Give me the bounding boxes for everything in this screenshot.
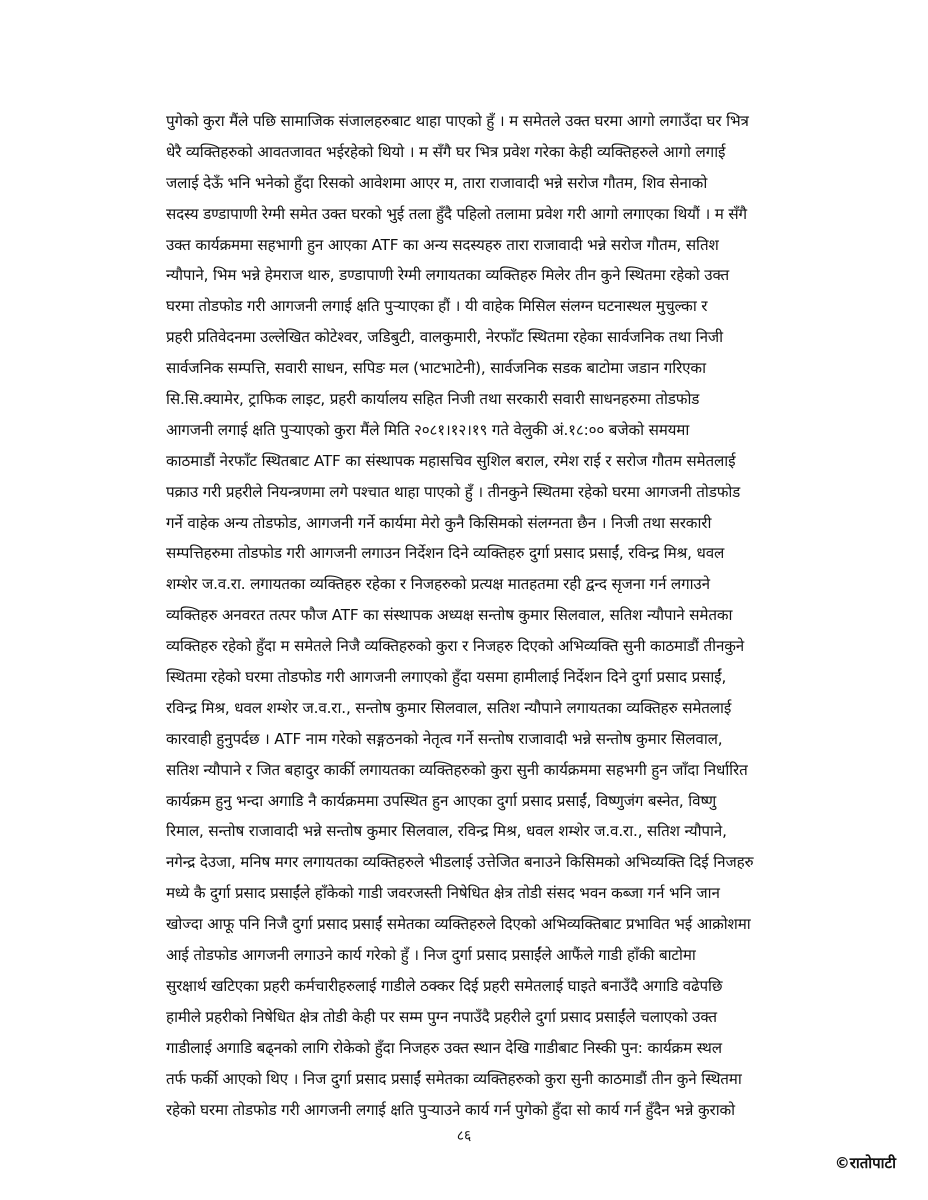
text-line: तर्फ फर्की आएको थिए । निज दुर्गा प्रसाद प्रसाईं समेतका व्यक्तिहरुको कुरा सुनी काठमाडौं तीन कुने स्थितमा <box>166 1069 742 1088</box>
text-line: सुरक्षार्थ खटिएका प्रहरी कर्मचारीहरुलाई गाडीले ठक्कर दिई प्रहरी समेतलाई घाइते बनाउँदै अगाडि वढेपछि <box>166 976 723 995</box>
text-line: कारवाही हुनुपर्दछ । ATF नाम गरेको सङ्गठनको नेतृत्व गर्ने सन्तोष राजावादी भन्ने सन्तोष कुमार सिलवाल, <box>166 729 723 748</box>
text-line: काठमाडौं नेरफाँट स्थितबाट ATF का संस्थापक महासचिव सुशिल बराल, रमेश राई र सरोज गौतम समेतलाई <box>166 451 736 470</box>
text-line: पक्राउ गरी प्रहरीले नियन्त्रणमा लगे पश्चात थाहा पाएको हुँ । तीनकुने स्थितमा रहेको घरमा आगजनी तोडफोड <box>166 482 741 501</box>
text-line: धेरै व्यक्तिहरुको आवतजावत भईरहेको थियो । म सँगै घर भित्र प्रवेश गरेका केही व्यक्तिहरुले आगो लगाई <box>166 142 726 161</box>
text-line: मध्ये कै दुर्गा प्रसाद प्रसाईंले हाँकेको गाडी जवरजस्ती निषेधित क्षेत्र तोडी संसद भवन कब्जा गर्न भनि जान <box>166 884 720 903</box>
text-line: पुगेको कुरा मैंले पछि सामाजिक संजालहरुबाट थाहा पाएको हुँ । म समेतले उक्त घरमा आगो लगाउँदा घर भित्र <box>166 112 749 130</box>
text-line: आगजनी लगाई क्षति पुऱ्याएको कुरा मैंले मिति २०८१।१२।१९ गते वेलुकी अं.१८:०० बजेको समयमा <box>166 420 690 439</box>
text-line: हामीले प्रहरीको निषेधित क्षेत्र तोडी केही पर सम्म पुग्न नपाउँदै प्रहरीले दुर्गा प्रसाद प्रसाईंले चलाएको उक्त <box>166 1007 717 1026</box>
text-line: सदस्य डण्डापाणी रेग्मी समेत उक्त घरको भुई तला हुँदै पहिलो तलामा प्रवेश गरी आगो लगाएका थियौं । म सँगै <box>166 204 747 223</box>
text-line: जलाई देऊँ भनि भनेको हुँदा रिसको आवेशमा आएर म, तारा राजावादी भन्ने सरोज गौतम, शिव सेनाको <box>166 173 708 192</box>
text-line: गर्ने वाहेक अन्य तोडफोड, आगजनी गर्ने कार्यमा मेरो कुनै किसिमको संलग्नता छैन । निजी तथा सरकारी <box>166 513 712 532</box>
text-line: शम्शेर ज.व.रा. लगायतका व्यक्तिहरु रहेका र निजहरुको प्रत्यक्ष मातहतमा रही द्वन्द सृजना गर्न लगाउने <box>166 575 710 594</box>
text-line: कार्यक्रम हुनु भन्दा अगाडि नै कार्यक्रममा उपस्थित हुन आएका दुर्गा प्रसाद प्रसाईं, विष्णुजंग बस्नेत, विष्णु <box>166 791 717 810</box>
text-line: सतिश न्यौपाने र जित बहादुर कार्की लगायतका व्यक्तिहरुको कुरा सुनी कार्यक्रममा सहभगी हुन जाँदा निर्धारित <box>166 760 748 779</box>
text-line: नगेन्द्र देउजा, मनिष मगर लगायतका व्यक्तिहरुले भीडलाई उत्तेजित बनाउने किसिमको अभिव्यक्ति दिई निजहरु <box>166 853 754 872</box>
text-line: सम्पत्तिहरुमा तोडफोड गरी आगजनी लगाउन निर्देशन दिने व्यक्तिहरु दुर्गा प्रसाद प्रसाईं, रविन्द्र मिश्र, धवल <box>166 544 725 563</box>
body-text <box>166 106 878 1125</box>
text-line: प्रहरी प्रतिवेदनमा उल्लेखित कोटेश्वर, जडिबुटी, वालकुमारी, नेरफाँट स्थितमा रहेका सार्वजनिक तथा निजी <box>166 328 723 347</box>
page-number: ८६ <box>456 1128 472 1144</box>
text-line: गाडीलाई अगाडि बढ्नको लागि रोकेको हुँदा निजहरु उक्त स्थान देखि गाडीबाट निस्की पुन: कार्यक्रम स्थल <box>166 1038 722 1057</box>
text-line: रिमाल, सन्तोष राजावादी भन्ने सन्तोष कुमार सिलवाल, रविन्द्र मिश्र, धवल शम्शेर ज.व.रा., सतिश न्यौपाने, <box>166 822 727 841</box>
text-line: आई तोडफोड आगजनी लगाउने कार्य गरेको हुँ । निज दुर्गा प्रसाद प्रसाईंले आफैंले गाडी हाँकी बाटोमा <box>166 946 696 965</box>
text-line: खोज्दा आफू पनि निजै दुर्गा प्रसाद प्रसाईं समेतका व्यक्तिहरुले दिएको अभिव्यक्तिबाट प्रभावित भई आक्रोशमा <box>166 915 751 934</box>
text-line: सि.सि.क्यामेर, ट्राफिक लाइट, प्रहरी कार्यालय सहित निजी तथा सरकारी सवारी साधनहरुमा तोडफोड <box>166 390 700 409</box>
text-line: रविन्द्र मिश्र, धवल शम्शेर ज.व.रा., सन्तोष कुमार सिलवाल, सतिश न्यौपाने लगायतका व्यक्तिहरु समेतलाई <box>166 698 732 717</box>
text-line: उक्त कार्यक्रममा सहभागी हुन आएका ATF का अन्य सदस्यहरु तारा राजावादी भन्ने सरोज गौतम, सतिश <box>166 235 719 254</box>
text-line: व्यक्तिहरु रहेको हुँदा म समेतले निजै व्यक्तिहरुको कुरा र निजहरु दिएको अभिव्यक्ति सुनी काठमाडौं तीनकुने <box>166 637 745 656</box>
text-line: सार्वजनिक सम्पत्ति, सवारी साधन, सपिङ मल (भाटभाटेनी), सार्वजनिक सडक बाटोमा जडान गरिएका <box>166 359 706 378</box>
text-line: व्यक्तिहरु अनवरत तत्पर फौज ATF का संस्थापक अध्यक्ष सन्तोष कुमार सिलवाल, सतिश न्यौपाने समेतका <box>166 606 733 625</box>
text-line: न्यौपाने, भिम भन्ने हेमराज थारु, डण्डापाणी रेग्मी लगायतका व्यक्तिहरु मिलेर तीन कुने स्थितमा रहेको उक्त <box>166 266 729 285</box>
text-line: रहेको घरमा तोडफोड गरी आगजनी लगाई क्षति पुऱ्याउने कार्य गर्न पुगेको हुँदा सो कार्य गर्न हुँदैन भन्ने कुराको <box>166 1100 735 1119</box>
watermark: ©रातोपाटी <box>834 1154 896 1172</box>
text-line: स्थितमा रहेको घरमा तोडफोड गरी आगजनी लगाएको हुँदा यसमा हामीलाई निर्देशन दिने दुर्गा प्रसाद प्रसाईं, <box>166 668 727 687</box>
text-line: घरमा तोडफोड गरी आगजनी लगाई क्षति पुऱ्याएका हौं । यी वाहेक मिसिल संलग्न घटनास्थल मुचुल्का र <box>166 297 708 316</box>
